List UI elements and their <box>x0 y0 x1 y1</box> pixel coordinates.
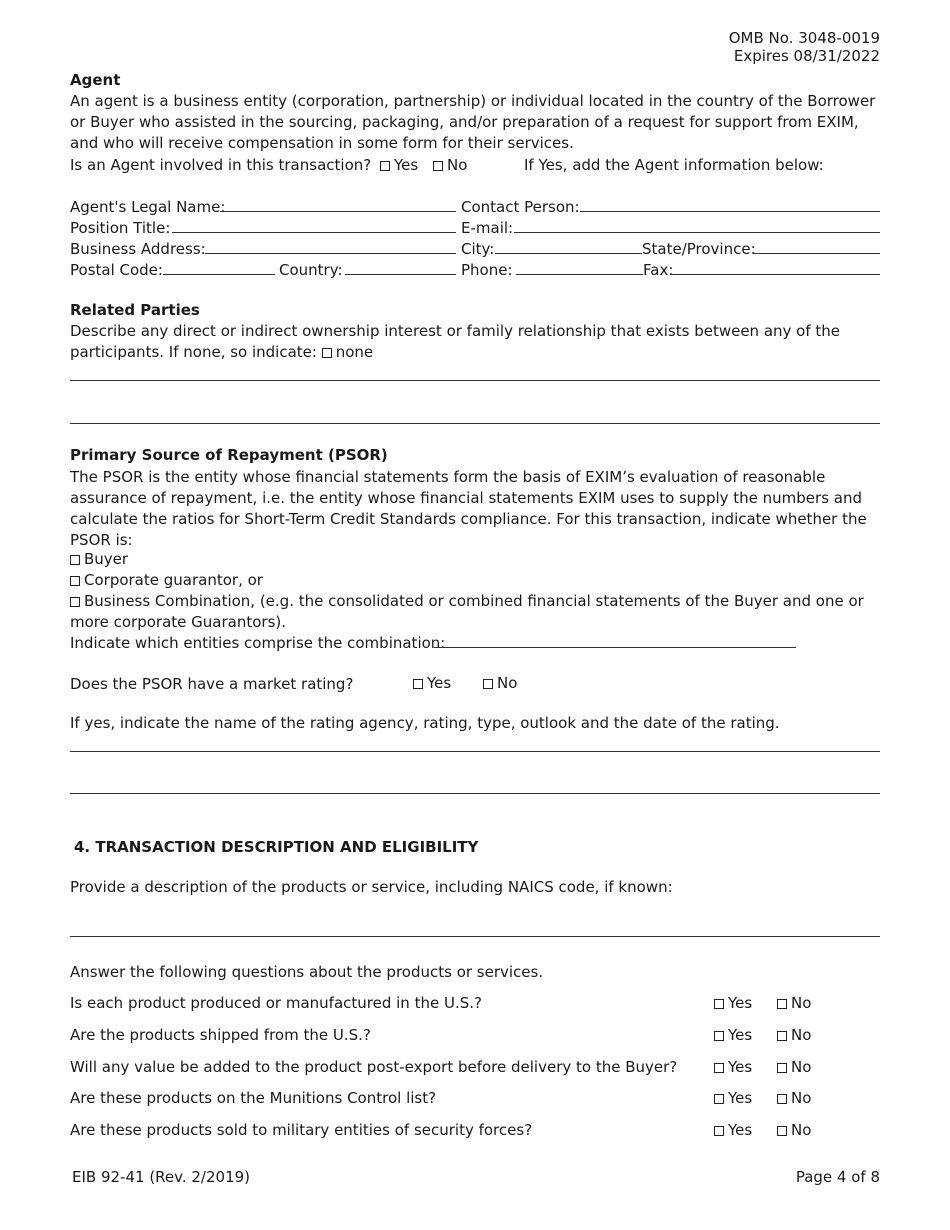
contact-person-label: Contact Person: <box>461 198 580 216</box>
country-label: Country: <box>279 261 343 279</box>
fax-label: Fax: <box>643 261 674 279</box>
checkbox-icon <box>380 161 390 171</box>
question-label: Are these products sold to military entities of security forces? <box>70 1121 533 1139</box>
psor-option-guarantor[interactable]: Corporate guarantor, or <box>70 570 263 591</box>
question-label: Is each product produced or manufactured in the U.S.? <box>70 994 482 1012</box>
related-parties-line-1[interactable] <box>70 380 880 381</box>
email-field[interactable] <box>514 232 880 233</box>
questions-intro: Answer the following questions about the products or services. <box>70 963 544 981</box>
question-row <box>70 993 880 1014</box>
checkbox-icon <box>413 679 423 689</box>
business-address-label: Business Address: <box>70 240 206 258</box>
agent-row-3 <box>70 239 880 260</box>
checkbox-icon <box>70 576 80 586</box>
question-no-checkbox[interactable]: No <box>777 1120 811 1141</box>
combination-field[interactable] <box>434 647 796 648</box>
agent-row-2 <box>70 218 880 239</box>
related-parties-line-2[interactable] <box>70 423 880 424</box>
checkbox-icon <box>433 161 443 171</box>
description-prompt: Provide a description of the products or service, including NAICS code, if known: <box>70 878 673 896</box>
business-address-field[interactable] <box>205 253 456 254</box>
psor-option-buyer[interactable]: Buyer <box>70 549 128 570</box>
checkbox-icon <box>322 348 332 358</box>
checkbox-icon <box>714 1063 724 1073</box>
question-label: Will any value be added to the product post-export before delivery to the Buyer? <box>70 1058 678 1076</box>
postal-code-label: Postal Code: <box>70 261 163 279</box>
question-no-checkbox[interactable]: No <box>777 1088 811 1109</box>
agent-involved-row <box>70 155 467 176</box>
agent-heading: Agent <box>70 71 121 89</box>
form-id: EIB 92-41 (Rev. 2/2019) <box>72 1168 251 1186</box>
rating-yes-checkbox[interactable]: Yes <box>413 674 451 692</box>
question-no-checkbox[interactable]: No <box>777 1057 811 1078</box>
question-yes-checkbox[interactable]: Yes <box>714 1088 752 1109</box>
agent-no-checkbox[interactable]: No <box>433 156 467 174</box>
psor-description: The PSOR is the entity whose financial statements form the basis of EXIM’s evaluation of reasonable assurance of repayment, i.e. the entity whose financial statements EXIM uses to supply the numbers and calculate the ratios for Short-Term Credit Standards compliance. For this transaction, indicate whether the PSOR is: <box>70 468 867 549</box>
checkbox-icon <box>714 1094 724 1104</box>
question-row <box>70 1120 880 1141</box>
agent-row-1 <box>70 197 880 218</box>
question-yes-checkbox[interactable]: Yes <box>714 1025 752 1046</box>
rating-instruction: If yes, indicate the name of the rating agency, rating, type, outlook and the date of the rating. <box>70 714 780 732</box>
question-row <box>70 1057 880 1078</box>
rating-line-2[interactable] <box>70 793 880 794</box>
description-line[interactable] <box>70 936 880 937</box>
checkbox-icon <box>777 999 787 1009</box>
phone-field[interactable] <box>516 274 643 275</box>
rating-no-checkbox[interactable]: No <box>483 674 517 692</box>
none-checkbox[interactable]: none <box>322 343 373 361</box>
checkbox-icon <box>714 999 724 1009</box>
question-row <box>70 1088 880 1109</box>
position-title-label: Position Title: <box>70 219 171 237</box>
question-row <box>70 1025 880 1046</box>
omb-number: OMB No. 3048-0019 <box>728 29 880 47</box>
psor-option-combination[interactable]: Business Combination, (e.g. the consolidated or combined financial statements of the Buyer and one or more corporate Guarantors). <box>70 592 864 631</box>
section4-heading: 4. TRANSACTION DESCRIPTION AND ELIGIBILITY <box>74 838 479 856</box>
question-yes-checkbox[interactable]: Yes <box>714 993 752 1014</box>
agent-description: An agent is a business entity (corporation, partnership) or individual located in the country of the Borrower or Buyer who assisted in the sourcing, packaging, and/or preparation of a request for support from EXIM, and who will receive compensation in some form for their services. <box>70 92 876 152</box>
page-number: Page 4 of 8 <box>795 1168 880 1186</box>
fax-field[interactable] <box>671 274 880 275</box>
position-title-field[interactable] <box>172 232 456 233</box>
question-yes-checkbox[interactable]: Yes <box>714 1057 752 1078</box>
psor-heading: Primary Source of Repayment (PSOR) <box>70 446 388 464</box>
phone-label: Phone: <box>461 261 513 279</box>
combination-label: Indicate which entities comprise the combination: <box>70 634 446 652</box>
legal-name-label: Agent's Legal Name: <box>70 198 226 216</box>
question-label: Are these products on the Munitions Control list? <box>70 1089 437 1107</box>
question-label: Are the products shipped from the U.S.? <box>70 1026 371 1044</box>
agent-involved-question: Is an Agent involved in this transaction? <box>70 156 372 174</box>
agent-yes-checkbox[interactable]: Yes <box>380 156 418 174</box>
related-parties-heading: Related Parties <box>70 301 200 319</box>
agent-row-4 <box>70 260 880 281</box>
checkbox-icon <box>777 1094 787 1104</box>
related-parties-description: Describe any direct or indirect ownership interest or family relationship that exists between any of the participants. If none, so indicate: none <box>70 322 841 361</box>
checkbox-icon <box>70 555 80 565</box>
country-field[interactable] <box>345 274 456 275</box>
checkbox-icon <box>714 1031 724 1041</box>
checkbox-icon <box>777 1126 787 1136</box>
postal-code-field[interactable] <box>163 274 275 275</box>
checkbox-icon <box>777 1063 787 1073</box>
question-no-checkbox[interactable]: No <box>777 993 811 1014</box>
checkbox-icon <box>714 1126 724 1136</box>
combination-row <box>70 633 880 654</box>
checkbox-icon <box>483 679 493 689</box>
checkbox-icon <box>777 1031 787 1041</box>
agent-instruction: If Yes, add the Agent information below: <box>524 156 824 174</box>
question-no-checkbox[interactable]: No <box>777 1025 811 1046</box>
city-field[interactable] <box>495 253 642 254</box>
state-field[interactable] <box>754 253 880 254</box>
rating-question: Does the PSOR have a market rating? <box>70 675 354 693</box>
checkbox-icon <box>70 597 80 607</box>
email-label: E-mail: <box>461 219 514 237</box>
expiration-date: Expires 08/31/2022 <box>733 47 880 65</box>
legal-name-field[interactable] <box>220 211 456 212</box>
city-label: City: <box>461 240 495 258</box>
rating-line-1[interactable] <box>70 751 880 752</box>
contact-person-field[interactable] <box>580 211 880 212</box>
state-label: State/Province: <box>642 240 756 258</box>
question-yes-checkbox[interactable]: Yes <box>714 1120 752 1141</box>
